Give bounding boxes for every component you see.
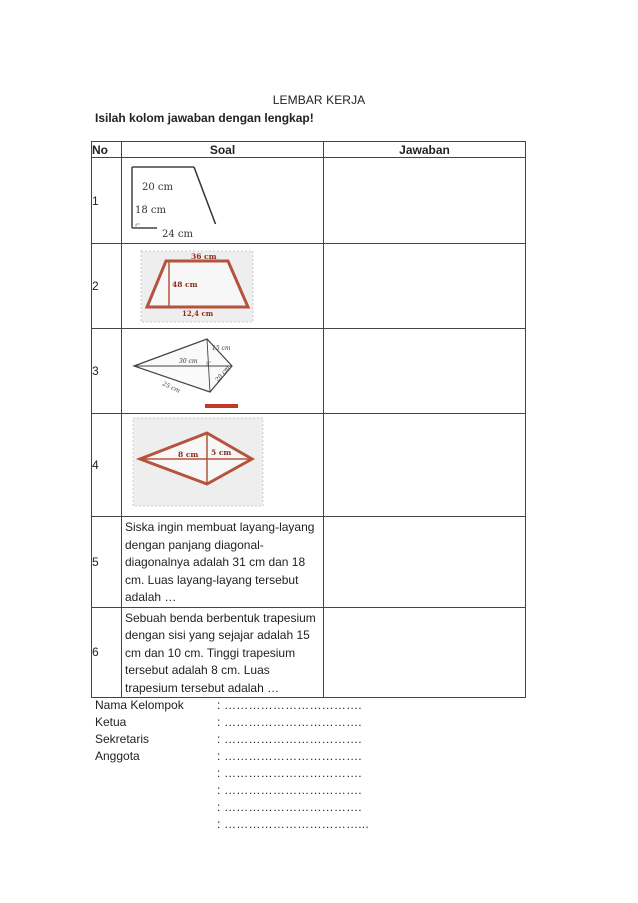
form-field[interactable]: : …………………………….	[217, 732, 362, 746]
form-row	[95, 714, 369, 731]
form-field[interactable]: : …………………………….	[217, 766, 362, 780]
form-row	[95, 765, 369, 782]
label-bottom: 24 cm	[162, 229, 193, 240]
question-cell	[122, 517, 324, 608]
form-field[interactable]: : …………………………….	[217, 783, 362, 797]
kite-figure	[122, 329, 324, 413]
question-text: Siska ingin membuat layang-layang dengan panjang diagonal-diagonalnya adalah 31 cm dan 18 cm. Luas layang-layang tersebut adalah …	[125, 520, 315, 604]
label-side: 18 cm	[135, 205, 166, 216]
label-short: 15 cm	[212, 345, 231, 352]
form-row	[95, 748, 369, 765]
form-row	[95, 799, 369, 816]
form-field[interactable]: : ……………………………...	[217, 817, 369, 831]
label-top: 20 cm	[142, 182, 173, 193]
form-label: Ketua	[95, 715, 127, 729]
form-field[interactable]: : …………………………….	[217, 715, 362, 729]
header-soal: Soal	[122, 142, 324, 158]
label-bottom: 12,4 cm	[182, 309, 214, 318]
right-trapezoid-figure	[122, 158, 324, 243]
form-label	[95, 816, 217, 833]
form-label: Sekretaris	[95, 732, 150, 746]
row-number: 1	[92, 158, 122, 244]
row-number: 5	[92, 517, 122, 608]
form-field[interactable]: : …………………………….	[217, 698, 362, 712]
label-diagonal: 30 cm	[179, 358, 198, 365]
question-text: Sebuah benda berbentuk trapesium dengan sisi yang sejajar adalah 15 cm dan 10 cm. Tinggi trapesium tersebut adalah 8 cm. Luas trapesium tersebut adalah …	[125, 610, 316, 695]
label-lower-right: 20 cm	[214, 364, 232, 384]
table-row	[92, 158, 526, 244]
row-number: 4	[92, 414, 122, 517]
table-row	[92, 517, 526, 608]
answer-cell[interactable]	[324, 517, 526, 608]
table-row	[92, 607, 526, 698]
rhombus-figure	[122, 414, 324, 516]
worksheet-table	[91, 141, 526, 698]
watermark-bar	[205, 404, 238, 408]
form-label: Anggota	[95, 749, 140, 763]
row-number: 3	[92, 329, 122, 414]
question-cell	[122, 329, 324, 414]
question-cell	[122, 244, 324, 329]
label-lower-left: 25 cm	[161, 380, 181, 395]
question-cell	[122, 414, 324, 517]
answer-cell[interactable]	[324, 329, 526, 414]
table-header-row	[92, 142, 526, 158]
answer-cell[interactable]	[324, 244, 526, 329]
label-vertical: 5 cm	[211, 448, 232, 457]
form-field[interactable]: : …………………………….	[217, 749, 362, 763]
form-field[interactable]: : …………………………….	[217, 800, 362, 814]
question-cell	[122, 158, 324, 244]
form-label	[95, 782, 217, 799]
header-no: No	[92, 142, 122, 158]
label-height: 48 cm	[172, 280, 198, 289]
instruction-text: Isilah kolom jawaban dengan lengkap!	[95, 111, 314, 125]
answer-cell[interactable]	[324, 158, 526, 244]
form-row	[95, 782, 369, 799]
form-row	[95, 697, 369, 714]
page-title: LEMBAR KERJA	[272, 93, 366, 107]
row-number: 2	[92, 244, 122, 329]
table-row	[92, 414, 526, 517]
trapezoid-figure	[122, 244, 324, 328]
question-cell	[122, 607, 324, 698]
form-label	[95, 765, 217, 782]
form-label: Nama Kelompok	[95, 698, 184, 712]
header-jawaban: Jawaban	[324, 142, 526, 158]
form-row	[95, 731, 369, 748]
answer-cell[interactable]	[324, 607, 526, 698]
answer-cell[interactable]	[324, 414, 526, 517]
table-row	[92, 329, 526, 414]
form-row	[95, 816, 369, 833]
label-top: 36 cm	[191, 252, 217, 261]
form-label	[95, 799, 217, 816]
table-row	[92, 244, 526, 329]
group-form	[95, 697, 369, 833]
label-half-diagonal: 8 cm	[178, 450, 199, 459]
row-number: 6	[92, 607, 122, 698]
